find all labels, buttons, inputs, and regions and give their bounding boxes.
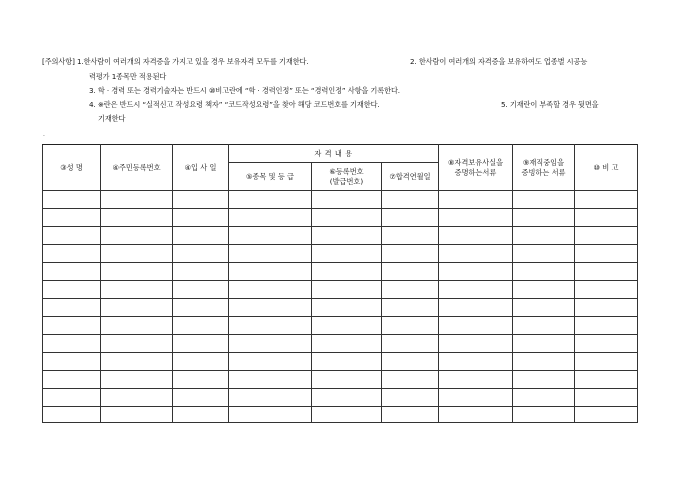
note-line-2-cont: 력평가 1종목만 적용된다 bbox=[89, 72, 167, 81]
header-remarks: ⑩ 비 고 bbox=[575, 145, 638, 191]
table-row bbox=[43, 407, 638, 423]
table-row bbox=[43, 209, 638, 227]
note-line-3: 3. 학 · 경력 또는 경력기술자는 반드시 ⑩비고란에 “학 · 경력인정” 또는 “경력인정” 사항을 기록한다. bbox=[89, 86, 400, 95]
note-line-2: 2. 한사람이 여러개의 자격증을 보유하여도 업종별 시공능 bbox=[410, 57, 588, 66]
table-row bbox=[43, 317, 638, 335]
table-row bbox=[43, 353, 638, 371]
note-line-5: 5. 기재란이 부족할 경우 뒷면을 bbox=[501, 100, 599, 109]
table-row bbox=[43, 389, 638, 407]
note-line-4: 4. ※란은 반드시 “실적신고 작성요령 책자” “코드작성요령”을 찾아 해당 코드번호를 기재한다. bbox=[89, 100, 380, 109]
header-kind-grade: ⑤종목 및 등 급 bbox=[229, 163, 312, 191]
table-row bbox=[43, 227, 638, 245]
header-qualification-group: 자 격 내 용 bbox=[229, 145, 439, 163]
table-row bbox=[43, 371, 638, 389]
note-line-5-cont: 기재한다 bbox=[98, 114, 126, 123]
table-row bbox=[43, 263, 638, 281]
table-row bbox=[43, 281, 638, 299]
header-registration-no: ⑥등록번호 (발급번호) bbox=[312, 163, 382, 191]
header-employment-docs: ⑨재직중임을 증빙하는 서류 bbox=[513, 145, 575, 191]
table-row bbox=[43, 299, 638, 317]
table-row bbox=[43, 335, 638, 353]
header-join-date: ④입 사 일 bbox=[173, 145, 229, 191]
note-line-1: [주의사항] 1.한사람이 여러개의 자격증을 가지고 있을 경우 보유자격 모두를 기재한다. bbox=[42, 57, 309, 66]
header-reg-number: ④주민등록번호 bbox=[101, 145, 173, 191]
header-pass-date: ⑦합격연월일 bbox=[382, 163, 439, 191]
table-row bbox=[43, 245, 638, 263]
header-name: ③성 명 bbox=[43, 145, 101, 191]
qualification-table bbox=[42, 144, 638, 423]
table-row bbox=[43, 191, 638, 209]
header-proof-docs: ⑧자격보유사실을 증명하는서류 bbox=[439, 145, 513, 191]
stray-dot: · bbox=[43, 133, 45, 140]
